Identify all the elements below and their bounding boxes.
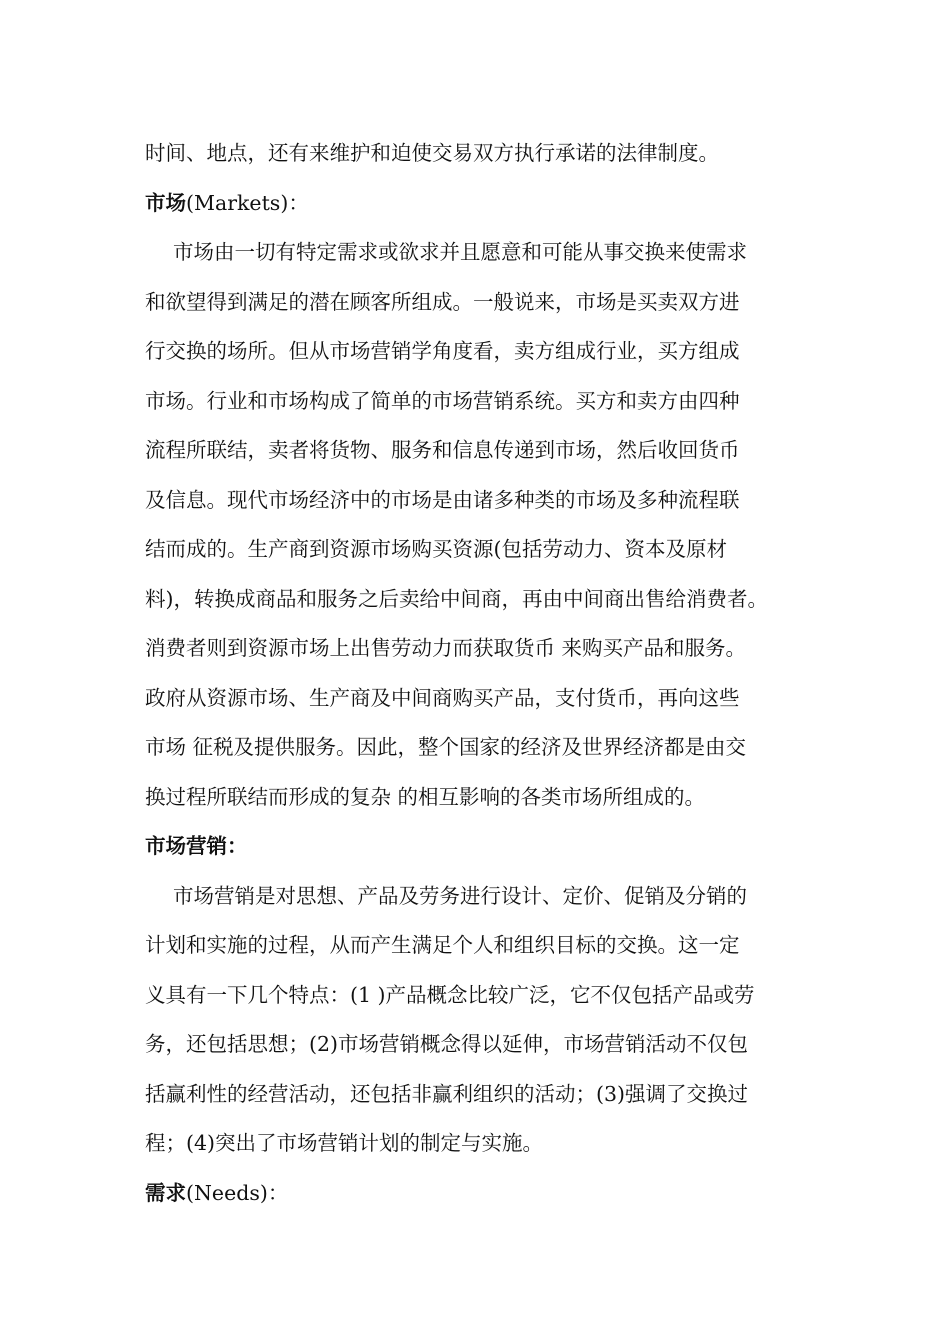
paragraph-line: 结而成的。生产商到资源市场购买资源(包括劳动力、资本及原材 [145,537,727,561]
paragraph-line: 计划和实施的过程，从而产生满足个人和组织目标的交换。这一定 [145,933,740,957]
document-body [145,129,815,1218]
section-heading-marketing: 市场营销： [145,834,248,858]
paragraph-line: 括赢利性的经营活动，还包括非赢利组织的活动；(3)强调了交换过 [145,1081,749,1106]
paragraph-line: 换过程所联结而形成的复杂 的相互影响的各类市场所组成的。 [145,784,706,809]
paragraph-line: 市场由一切有特定需求或欲求并且愿意和可能从事交换来使需求 [173,240,747,264]
paragraph-line: 消费者则到资源市场上出售劳动力而获取货币 来购买产品和服务。 [145,636,747,660]
paragraph-line: 行交换的场所。但从市场营销学角度看，卖方组成行业，买方组成 [145,339,740,363]
paragraph-line: 务，还包括思想；(2)市场营销概念得以延伸，市场营销活动不仅包 [145,1032,749,1056]
paragraph-line: 义具有一下几个特点：(1 )产品概念比较广泛，它不仅包括产品或劳 [145,982,755,1007]
paragraph-line: 市场营销是对思想、产品及劳务进行设计、定价、促销及分销的 [173,883,747,908]
paragraph-line: 和欲望得到满足的潜在顾客所组成。一般说来，市场是买卖双方进 [145,289,740,314]
heading-latin: (Markets)： [186,190,309,215]
heading-text: 需求 [145,1180,186,1205]
heading-text: 市场 [145,190,186,215]
section-heading-needs [145,1169,815,1219]
paragraph-line: 及信息。现代市场经济中的市场是由诸多种类的市场及多种流程联 [145,487,740,512]
paragraph-line: 程；(4)突出了市场营销计划的制定与实施。 [145,1131,544,1155]
paragraph-line: 政府从资源市场、生产商及中间商购买产品，支付货币，再向这些 [145,685,740,710]
paragraph-line: 市场。行业和市场构成了简单的市场营销系统。买方和卖方由四种 [145,388,740,413]
paragraph-line: 时间、地点，还有来维护和迫使交易双方执行承诺的法律制度。 [145,141,719,165]
paragraph-line: 市场 征税及提供服务。因此，整个国家的经济及世界经济都是由交 [145,735,747,759]
paragraph-line: 流程所联结，卖者将货物、服务和信息传递到市场，然后收回货币 [145,438,740,462]
paragraph-line: 料)，转换成商品和服务之后卖给中间商，再由中间商出售给消费者。 [145,586,768,611]
heading-latin: (Needs)： [186,1180,289,1205]
section-heading-markets [145,179,815,229]
